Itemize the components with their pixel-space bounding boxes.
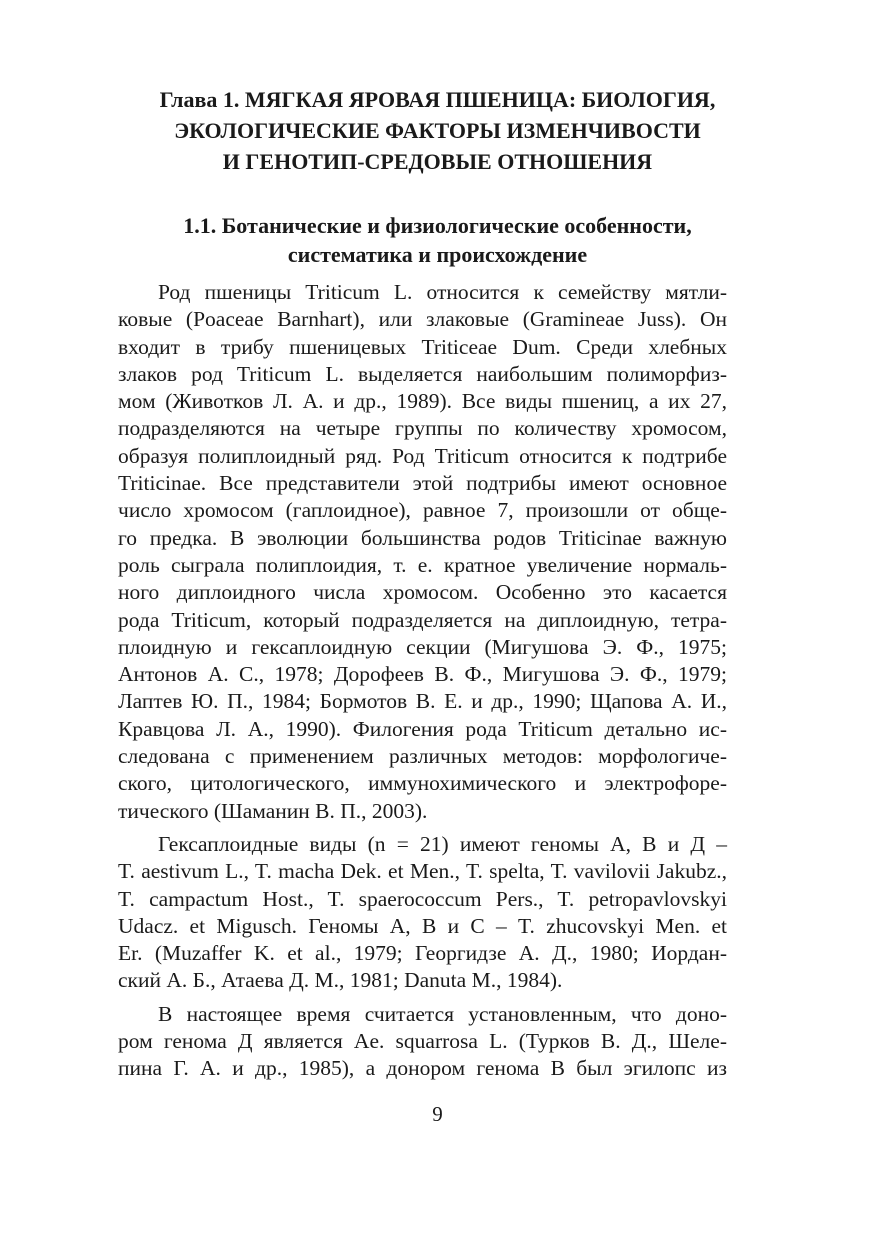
text-line: ский А. Б., Атаева Д. М., 1981; Danuta M., 1984). [118, 968, 563, 993]
text-line: Udacz. et Migusch. Геномы А, В и С – T. zhucovskyi Men. et [118, 913, 727, 938]
text-line: ского, цитологического, иммунохимического и электрофоре- [118, 771, 727, 796]
text-line: число хромосом (гаплоидное), равное 7, произошли от обще- [118, 498, 727, 523]
text-line: T. aestivum L., T. macha Dek. et Men., T. spelta, T. vavilovii Jakubz., [118, 859, 727, 884]
chapter-title-line: ЭКОЛОГИЧЕСКИЕ ФАКТОРЫ ИЗМЕНЧИВОСТИ [174, 118, 701, 143]
section-title-line: 1.1. Ботанические и физиологические особенности, [183, 213, 692, 238]
text-line: злаков род Triticum L. выделяется наибольшим полиморфиз- [118, 361, 727, 386]
text-line: Род пшеницы Triticum L. относится к семейству мятли- [158, 280, 727, 304]
chapter-title-line: Глава 1. МЯГКАЯ ЯРОВАЯ ПШЕНИЦА: БИОЛОГИЯ, [159, 87, 716, 112]
page-number: 9 [432, 1102, 443, 1126]
section-title-line: систематика и происхождение [287, 242, 588, 267]
text-line: тического (Шаманин В. П., 2003). [118, 798, 428, 823]
paragraph-3 [118, 1001, 727, 1083]
text-line: В настоящее время считается установленным, что доно- [158, 1001, 727, 1026]
text-line: T. campactum Host., T. spaerococcum Pers., T. petropavlovskyi [118, 886, 727, 911]
text-line: входит в трибу пшеницевых Triticeae Dum. Среди хлебных [118, 334, 727, 359]
section-title [100, 211, 775, 269]
text-line: Гексаплоидные виды (n = 21) имеют геномы А, В и Д – [158, 831, 727, 856]
text-line: роль сыграла полиплоидия, т. е. кратное увеличение нормаль- [118, 552, 727, 577]
text-line: Triticinae. Все представители этой подтрибы имеют основное [118, 471, 727, 496]
text-line: Кравцова Л. А., 1990). Филогения рода Triticum детально ис- [118, 716, 727, 741]
text-line: Лаптев Ю. П., 1984; Бормотов В. Е. и др., 1990; Щапова А. И., [118, 689, 727, 714]
text-line: го предка. В эволюции большинства родов Triticinae важную [118, 525, 727, 550]
body-text [118, 279, 727, 1083]
chapter-title-line: И ГЕНОТИП-СРЕДОВЫЕ ОТНОШЕНИЯ [222, 149, 653, 174]
text-line: Er. (Muzaffer K. et al., 1979; Георгидзе А. Д., 1980; Иордан- [118, 941, 727, 966]
text-line: подразделяются на четыре группы по количеству хромосом, [118, 416, 727, 441]
text-line: рода Triticum, который подразделяется на диплоидную, тетра- [118, 607, 727, 632]
paragraph-1 [118, 279, 727, 825]
text-line: ром генома Д является Ae. squarrosa L. (Турков В. Д., Шеле- [118, 1029, 727, 1054]
text-line: Антонов А. С., 1978; Дорофеев В. Ф., Мигушова Э. Ф., 1979; [118, 662, 727, 687]
text-line: пина Г. А. и др., 1985), а донором генома В был эгилопс из [118, 1056, 727, 1081]
paragraph-2 [118, 831, 727, 995]
text-line: следована с применением различных методов: морфологиче- [118, 744, 727, 769]
text-line: ного диплоидного числа хромосом. Особенно это касается [118, 580, 727, 605]
text-line: ковые (Poaceae Barnhart), или злаковые (Gramineae Juss). Он [118, 307, 727, 332]
text-line: мом (Животков Л. А. и др., 1989). Все виды пшениц, а их 27, [118, 389, 727, 414]
text-line: плоидную и гексаплоидную секции (Мигушова Э. Ф., 1975; [118, 634, 727, 659]
text-line: образуя полиплоидный ряд. Род Triticum относится к подтрибе [118, 443, 727, 468]
chapter-title [100, 84, 775, 177]
